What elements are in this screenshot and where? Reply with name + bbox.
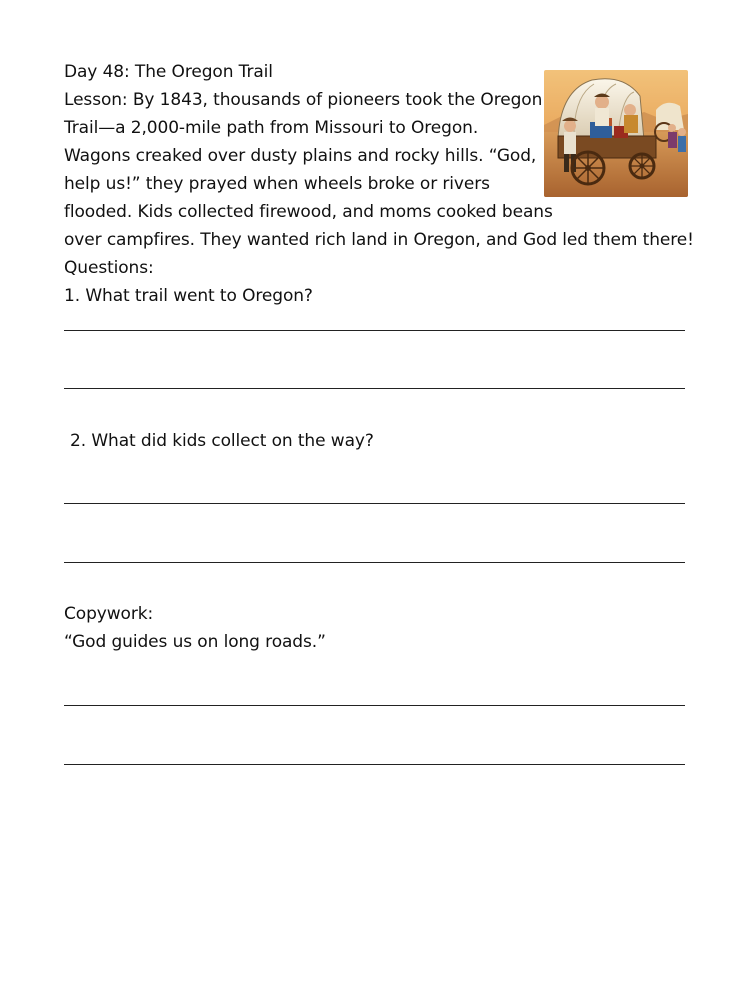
answer-line[interactable] <box>64 388 685 389</box>
copywork-heading: Copywork: <box>64 604 154 624</box>
lesson-line: Wagons creaked over dusty plains and rocky hills. “God, <box>64 146 537 166</box>
copywork-line[interactable] <box>64 705 685 706</box>
lesson-line: flooded. Kids collected firewood, and moms cooked beans <box>64 202 553 222</box>
question-2: 2. What did kids collect on the way? <box>70 431 374 451</box>
answer-line[interactable] <box>64 562 685 563</box>
copywork-text: “God guides us on long roads.” <box>64 632 326 652</box>
copywork-line[interactable] <box>64 764 685 765</box>
question-1: 1. What trail went to Oregon? <box>64 286 313 306</box>
worksheet-title: Day 48: The Oregon Trail <box>64 62 273 82</box>
lesson-line: Lesson: By 1843, thousands of pioneers took the Oregon <box>64 90 543 110</box>
lesson-line: Trail—a 2,000-mile path from Missouri to Oregon. <box>64 118 479 138</box>
covered-wagon-illustration <box>544 70 688 197</box>
answer-line[interactable] <box>64 503 685 504</box>
questions-heading: Questions: <box>64 258 154 278</box>
lesson-line: over campfires. They wanted rich land in Oregon, and God led them there! <box>64 230 694 250</box>
lesson-line: help us!” they prayed when wheels broke or rivers <box>64 174 490 194</box>
answer-line[interactable] <box>64 330 685 331</box>
